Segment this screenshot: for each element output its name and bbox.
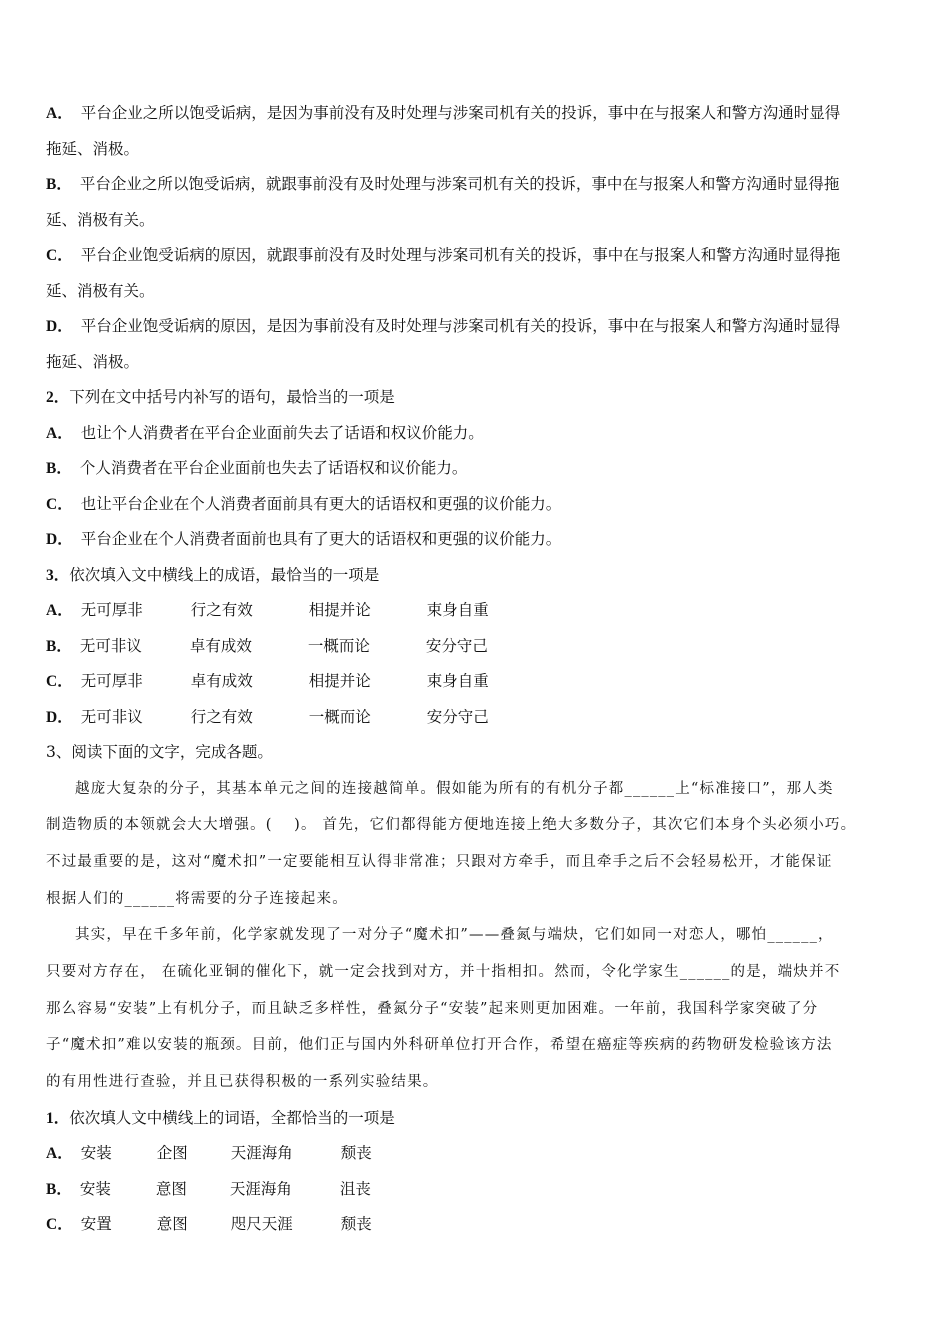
option-d-line1 (46, 309, 906, 345)
passage-line: 根据人们的______将需要的分子连接起来。 (46, 890, 348, 907)
option-c (46, 1207, 906, 1243)
option-letter: D． (46, 531, 73, 548)
question-number: 2． (46, 389, 70, 406)
option-letter: B． (46, 460, 72, 477)
option-item: 安置 (80, 1215, 112, 1234)
option-item: 卓有成效 (189, 636, 252, 655)
passage-line: 制造物质的本领就会大大增强。( )。 首先，它们都得能方便地连接上绝大多数分子，其次它们本身个头必须小巧。 (46, 817, 857, 834)
option-item: 安分守己 (426, 707, 489, 726)
passage-line: 越庞大复杂的分子，其基本单元之间的连接越简单。假如能为所有的有机分子都______上“标准接口”，那人类 (75, 780, 834, 797)
question-1-section3 (46, 1101, 906, 1243)
option-text: 平台企业在个人消费者面前也具有了更大的话语权和更强的议价能力。 (80, 530, 562, 548)
passage-line: 的有用性进行查验，并且已获得积极的一系列实验结果。 (46, 1074, 439, 1091)
reading-passage (46, 771, 906, 1101)
option-item: 无可非议 (80, 707, 143, 726)
question-3 (46, 558, 906, 736)
q1-options (46, 96, 906, 380)
option-item: 企图 (156, 1144, 188, 1163)
option-a (46, 416, 906, 452)
option-letter: B． (46, 1180, 72, 1198)
question-stem (46, 380, 906, 416)
option-item: 无可厚非 (80, 601, 143, 619)
section-heading: 3、阅读下面的文字，完成各题。 (46, 743, 273, 761)
option-c-line2: 延、消极有关。 (46, 281, 155, 300)
option-text: 平台企业之所以饱受诟病，就跟事前没有及时处理与涉案司机有关的投诉，事中在与报案人和警方沟通时显得拖 (79, 175, 840, 193)
option-letter: C． (46, 495, 73, 513)
option-item: 卓有成效 (190, 672, 253, 690)
option-a-line2: 拖延、消极。 (46, 139, 140, 158)
question-number: 3． (46, 566, 70, 584)
option-letter: D． (46, 318, 73, 335)
option-item: 束身自重 (426, 672, 489, 690)
option-item: 咫尺天涯 (230, 1215, 293, 1234)
option-text: 也让平台企业在个人消费者面前具有更大的话语权和更强的议价能力。 (80, 494, 562, 513)
document-page (46, 96, 906, 1243)
option-item: 一概而论 (308, 707, 371, 726)
option-item: 一概而论 (307, 636, 370, 655)
option-a (46, 1136, 906, 1172)
option-item: 安分守己 (425, 636, 488, 655)
passage-line: 子“魔术扣”难以安装的瓶颈。目前，他们正与国内外科研单位打开合作，希望在癌症等疾病的药物研发检验该方法 (46, 1037, 833, 1054)
option-text: 平台企业饱受诟病的原因，是因为事前没有及时处理与涉案司机有关的投诉，事中在与报案人和警方沟通时显得 (80, 317, 841, 335)
option-letter: C． (46, 673, 73, 690)
option-item: 意图 (156, 1215, 188, 1234)
question-text: 依次填人文中横线上的词语，全都恰当的一项是 (69, 1108, 395, 1127)
question-stem (46, 558, 906, 594)
option-letter: C． (46, 1216, 73, 1234)
option-a-line1 (46, 96, 906, 132)
option-item: 安装 (80, 1144, 112, 1163)
question-stem (46, 1101, 906, 1137)
option-letter: A． (46, 424, 73, 442)
option-item: 无可厚非 (80, 672, 143, 690)
option-d (46, 522, 906, 558)
option-c (46, 664, 906, 700)
passage-line: 其实，早在千多年前，化学家就发现了一对分子“魔术扣”——叠氮与端炔，它们如同一对恋人，哪怕______， (75, 927, 834, 944)
option-letter: B． (46, 176, 72, 193)
option-letter: D． (46, 708, 73, 726)
question-2 (46, 380, 906, 558)
option-item: 安装 (79, 1179, 111, 1198)
option-letter: B． (46, 637, 72, 655)
option-letter: A． (46, 105, 73, 122)
question-text: 下列在文中括号内补写的语句，最恰当的一项是 (69, 388, 395, 406)
option-d (46, 700, 906, 736)
option-b-line2: 延、消极有关。 (46, 210, 155, 229)
option-item: 天涯海角 (229, 1179, 292, 1198)
option-b (46, 1172, 906, 1208)
passage-line: 那么容易“安装”上有机分子，而且缺乏多样性，叠氮分子“安装”起来则更加困难。一年前，我国科学家突破了分 (46, 1000, 819, 1017)
option-item: 相提并论 (308, 601, 371, 619)
option-d-line2: 拖延、消极。 (46, 352, 140, 371)
option-b (46, 451, 906, 487)
option-item: 相提并论 (308, 672, 371, 690)
question-text: 依次填入文中横线上的成语，最恰当的一项是 (69, 565, 380, 584)
option-text: 也让个人消费者在平台企业面前失去了话语和权议价能力。 (80, 423, 484, 442)
option-letter: C． (46, 247, 73, 264)
option-item: 无可非议 (79, 636, 142, 655)
passage-line: 只要对方存在， 在硫化亚铜的催化下，就一定会找到对方，并十指相扣。然而，令化学家生______的是，端炔并不 (46, 964, 841, 981)
option-letter: A． (46, 1145, 73, 1163)
option-item: 行之有效 (190, 601, 253, 619)
option-item: 颓丧 (340, 1215, 372, 1234)
option-b-line1 (46, 167, 906, 203)
question-number: 1． (46, 1109, 70, 1127)
option-text: 个人消费者在平台企业面前也失去了话语权和议价能力。 (79, 459, 468, 477)
option-item: 意图 (155, 1179, 187, 1198)
passage-line: 不过最重要的是，这对“魔术扣”一定要能相互认得非常准；只跟对方牵手，而且牵手之后不会轻易松开，才能保证 (46, 853, 833, 870)
option-text: 平台企业饱受诟病的原因，就跟事前没有及时处理与涉案司机有关的投诉，事中在与报案人和警方沟通时显得拖 (80, 246, 841, 264)
option-item: 颓丧 (340, 1144, 372, 1163)
option-text: 平台企业之所以饱受诟病，是因为事前没有及时处理与涉案司机有关的投诉，事中在与报案人和警方沟通时显得 (80, 104, 841, 122)
option-item: 天涯海角 (230, 1144, 293, 1163)
option-b (46, 629, 906, 665)
option-c-line1 (46, 238, 906, 274)
option-letter: A． (46, 602, 73, 619)
option-item: 束身自重 (426, 601, 489, 619)
option-item: 行之有效 (190, 707, 253, 726)
option-c (46, 487, 906, 523)
option-item: 沮丧 (339, 1179, 371, 1198)
option-a (46, 593, 906, 629)
